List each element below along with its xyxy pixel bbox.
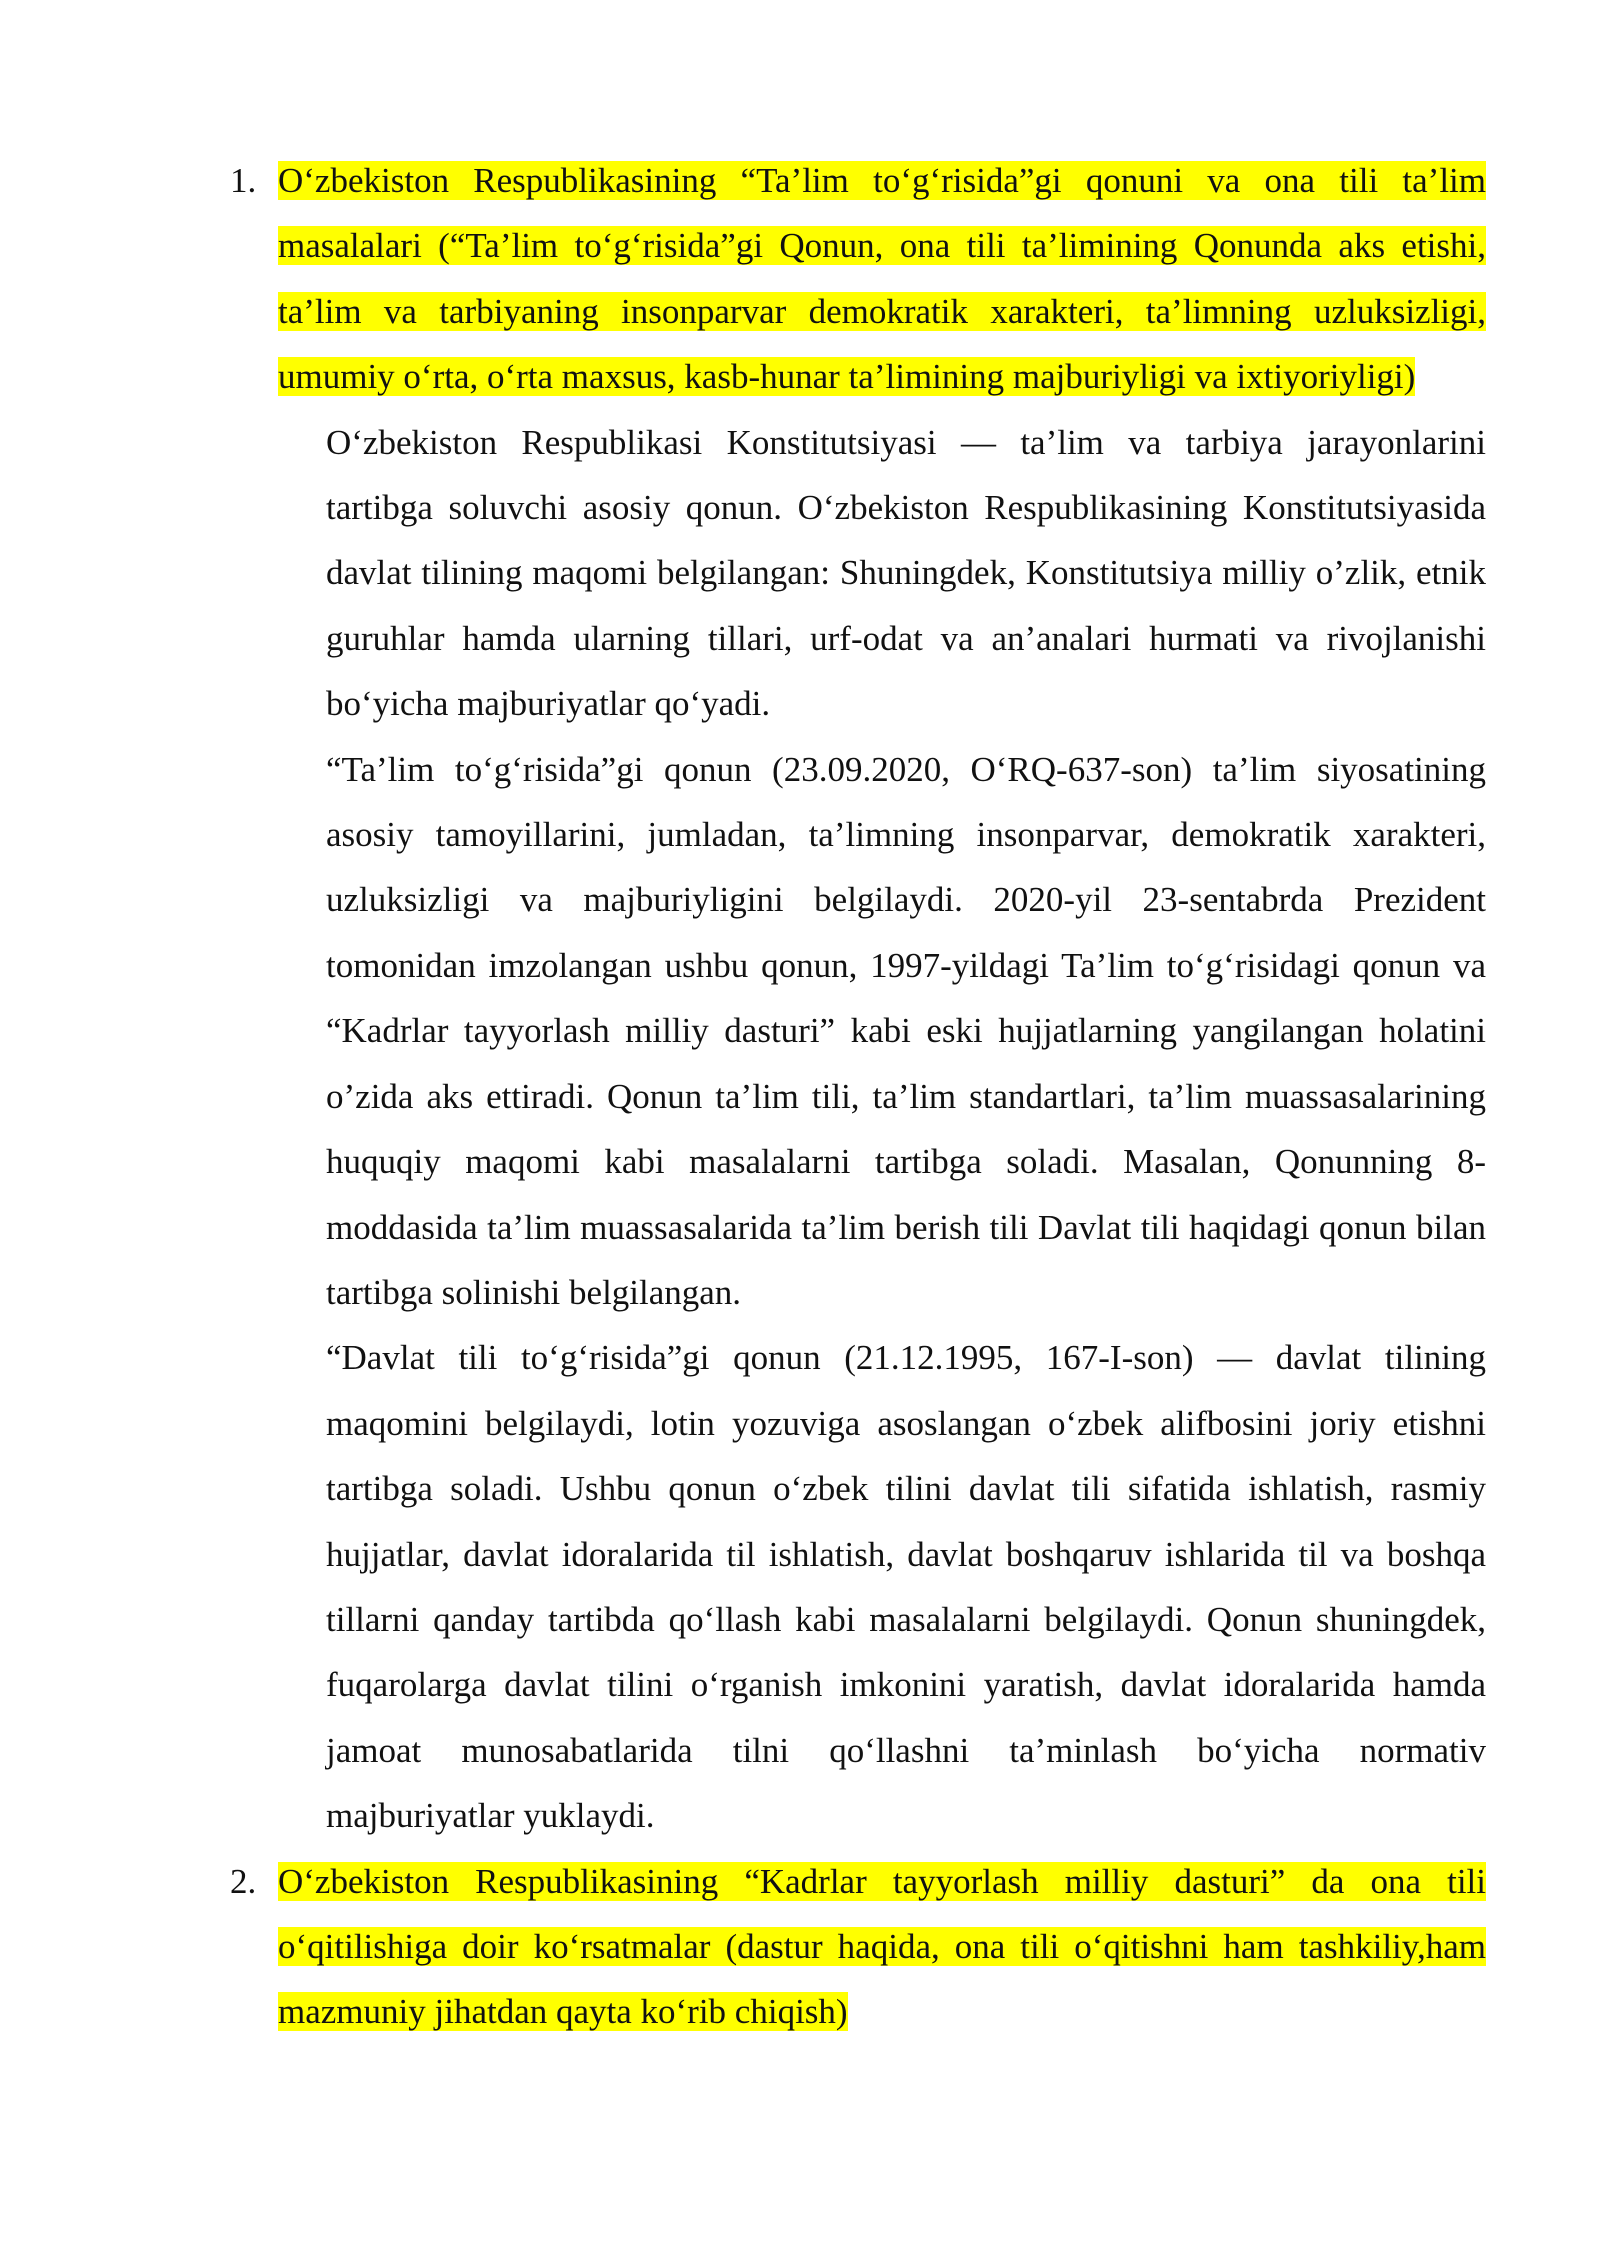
item-heading-highlighted: O‘zbekiston Respublikasining “Ta’lim to‘g‘risida”gi qonuni va ona tili ta’lim masalalari (“Ta’lim to‘g‘risida”gi Qonun, ona tili ta’limining Qonunda aks etishi, ta’lim va tarbiyaning insonparvar demokratik xarakteri, ta’limning uzluksizligi, umumiy o‘rta, o‘rta maxsus, kasb-hunar ta’limining majburiyligi va ixtiyoriyligi) xyxy=(278,161,1486,397)
paragraph-state-language-law: “Davlat tili to‘g‘risida”gi qonun (21.12.1995, 167-I-son) — davlat tilining maqomini belgilaydi, lotin yozuviga asoslangan o‘zbek alifbosini joriy etishni tartibga soladi. Ushbu qonun o‘zbek tilini davlat tili sifatida ishlatish, rasmiy hujjatlar, davlat idoralarida til ishlatish, davlat boshqaruv ishlarida til va boshqa tillarni qanday tartibda qo‘llash kabi masalalarni belgilaydi. Qonun shuningdek, fuqarolarga davlat tilini o‘rganish imkonini yaratish, davlat idoralarida hamda jamoat munosabatlarida tilni qo‘llashni ta’minlash bo‘yicha normativ majburiyatlar yuklaydi. xyxy=(326,1338,1486,1836)
document-body xyxy=(230,148,1486,2045)
numbered-item-2 xyxy=(230,1849,1486,2045)
numbered-item-1 xyxy=(230,148,1486,410)
item-number: 2. xyxy=(230,1861,257,1901)
item-heading-highlighted: O‘zbekiston Respublikasining “Kadrlar tayyorlash milliy dasturi” da ona tili o‘qitilishiga doir ko‘rsatmalar (dastur haqida, ona tili o‘qitishni ham tashkiliy,ham mazmuniy jihatdan qayta ko‘rib chiqish) xyxy=(278,1861,1486,2032)
paragraph-constitution: O‘zbekiston Respublikasi Konstitutsiyasi — ta’lim va tarbiya jarayonlarini tartibga soluvchi asosiy qonun. O‘zbekiston Respublikasining Konstitutsiyasida davlat tilining maqomi belgilangan: Shuningdek, Konstitutsiya milliy o’zlik, etnik guruhlar hamda ularning tillari, urf-odat va an’analari hurmati va rivojlanishi bo‘yicha majburiyatlar qo‘yadi. xyxy=(326,422,1486,724)
item-number: 1. xyxy=(230,161,257,200)
paragraph-education-law: “Ta’lim to‘g‘risida”gi qonun (23.09.2020, O‘RQ-637-son) ta’lim siyosatining asosiy tamoyillarini, jumladan, ta’limning insonparvar, demokratik xarakteri, uzluksizligi va majburiyligini belgilaydi. 2020-yil 23-sentabrda Prezident tomonidan imzolangan ushbu qonun, 1997-yildagi Ta’lim to‘g‘risidagi qonun va “Kadrlar tayyorlash milliy dasturi” kabi eski hujjatlarning yangilangan holatini o’zida aks ettiradi. Qonun ta’lim tili, ta’lim standartlari, ta’lim muassasalarining huquqiy maqomi kabi masalalarni tartibga soladi. Masalan, Qonunning 8-moddasida ta’lim muassasalarida ta’lim berish tili Davlat tili haqidagi qonun bilan tartibga solinishi belgilangan. xyxy=(326,749,1486,1312)
